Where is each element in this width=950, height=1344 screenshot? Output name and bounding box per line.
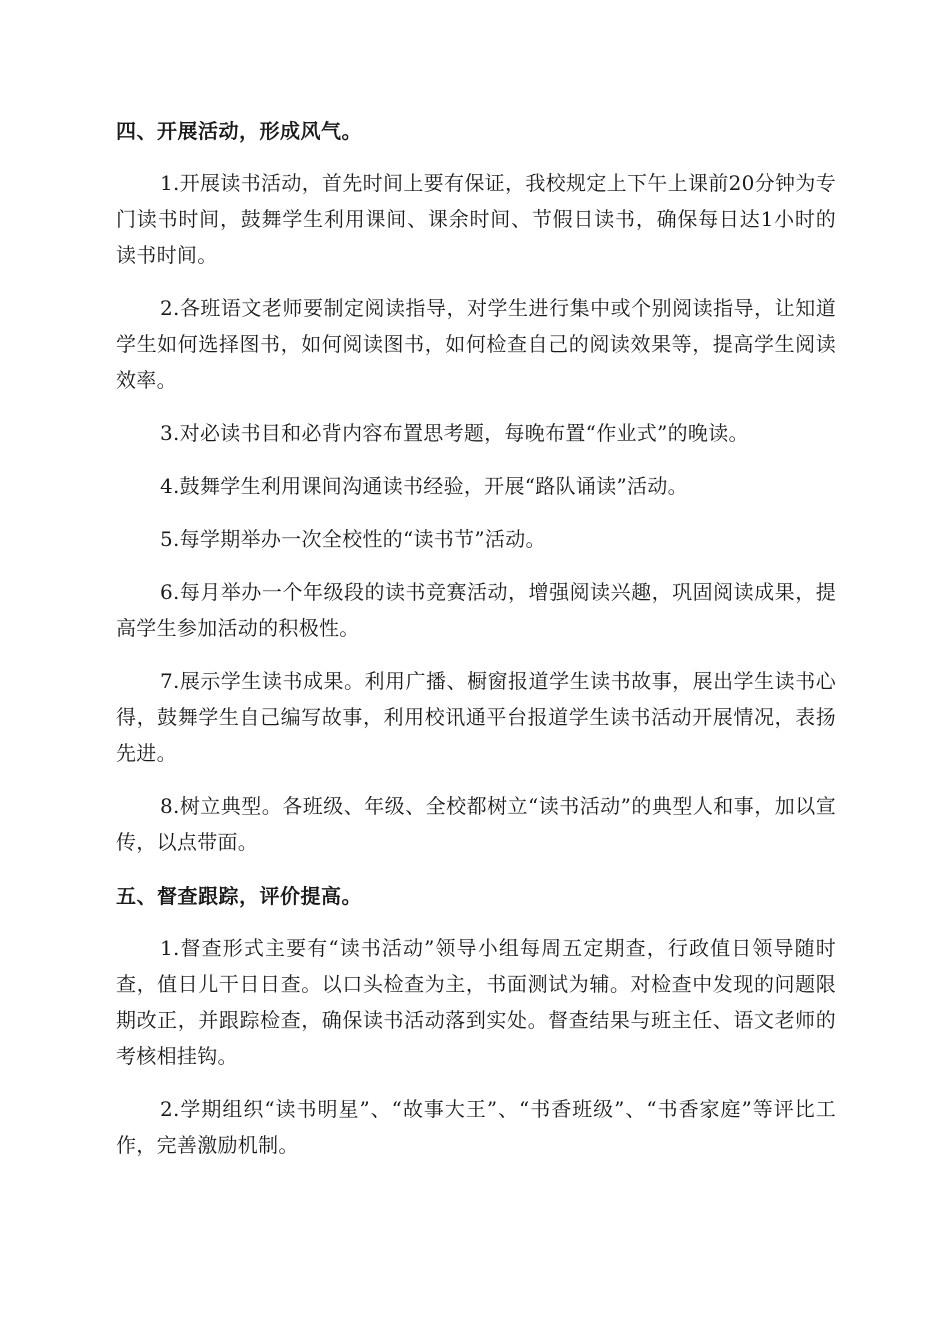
paragraph-4-4: 4.鼓舞学生利用课间沟通读书经验，开展“路队诵读”活动。 bbox=[160, 474, 688, 498]
section-heading-4: 四、开展活动，形成风气。 bbox=[116, 119, 362, 143]
paragraph-4-7: 7.展示学生读书成果。利用广播、橱窗报道学生读书故事，展出学生读书心得，鼓舞学生自己编写故事，利用校讯通平台报道学生读书活动开展情况，表扬先进。 bbox=[116, 669, 836, 765]
paragraph-5-1: 1.督查形式主要有“读书活动”领导小组每周五定期查，行政值日领导随时查，值日儿干日日查。以口头检查为主，书面测试为辅。对检查中发现的问题限期改正，并跟踪检查，确保读书活动落到实处。督查结果与班主任、语文老师的考核相挂钩。 bbox=[116, 936, 836, 1068]
paragraph-4-6: 6.每月举办一个年级段的读书竞赛活动，增强阅读兴趣，巩固阅读成果，提高学生参加活动的积极性。 bbox=[116, 580, 836, 640]
paragraph-4-5: 5.每学期举办一次全校性的“读书节”活动。 bbox=[160, 527, 546, 551]
paragraph-4-1: 1.开展读书活动，首先时间上要有保证，我校规定上下午上课前20分钟为专门读书时间，鼓舞学生利用课间、课余时间、节假日读书，确保每日达1小时的读书时间。 bbox=[116, 171, 836, 267]
paragraph-4-8: 8.树立典型。各班级、年级、全校都树立“读书活动”的典型人和事，加以宣传，以点带面。 bbox=[116, 794, 836, 854]
paragraph-4-2: 2.各班语文老师要制定阅读指导，对学生进行集中或个别阅读指导，让知道学生如何选择图书，如何阅读图书，如何检查自己的阅读效果等，提高学生阅读效率。 bbox=[116, 296, 836, 392]
section-heading-5: 五、督查跟踪，评价提高。 bbox=[116, 884, 362, 908]
document-page bbox=[116, 113, 836, 1180]
paragraph-4-3: 3.对必读书目和必背内容布置思考题，每晚布置“作业式”的晚读。 bbox=[160, 421, 749, 445]
paragraph-5-2: 2.学期组织“读书明星”、“故事大王”、“书香班级”、“书香家庭”等评比工作，完善激励机制。 bbox=[116, 1097, 836, 1157]
